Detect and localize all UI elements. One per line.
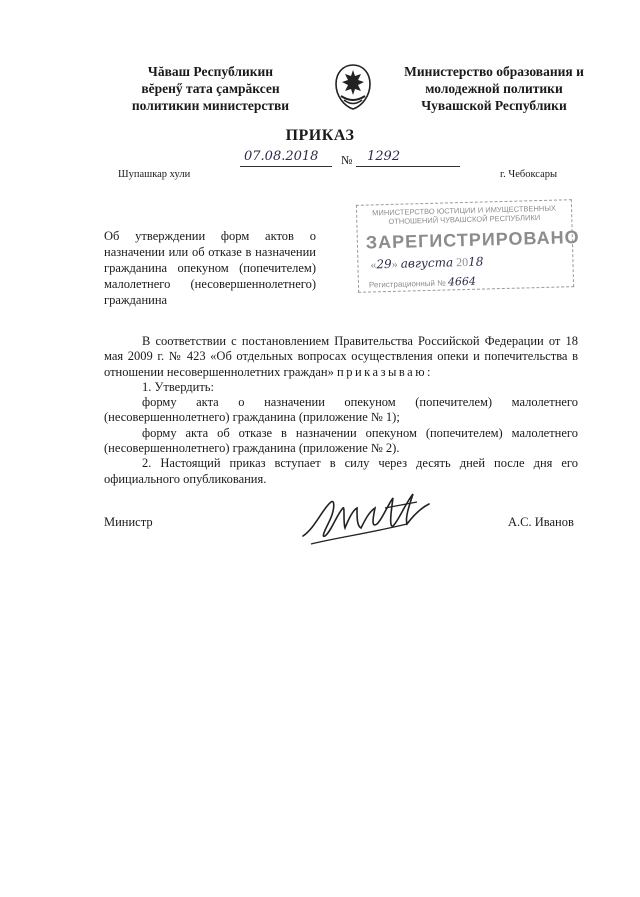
item-1-form-a: форму акта о назначении опекуном (попечителем) малолетнего (несовершеннолетнего) гражданина (приложение № 1); — [104, 395, 578, 425]
number-sign: № — [341, 153, 353, 167]
republic-emblem-icon — [331, 62, 375, 112]
signatory-name: А.С. Иванов — [508, 515, 574, 529]
stamp-status: ЗАРЕГИСТРИРОВАНО — [365, 227, 580, 253]
item-2: 2. Настоящий приказ вступает в силу через десять дней после дня его официального опубликования. — [104, 456, 578, 486]
stamp-month: августа — [400, 255, 454, 271]
number-underline — [356, 166, 460, 167]
russian-ministry-name: Министерство образования и молодежной политики Чувашской Республики — [404, 64, 584, 113]
order-number: 1292 — [367, 149, 401, 164]
stamp-day: 29 — [376, 256, 392, 272]
item-1-form-b: форму акта об отказе в назначении опекуном (попечителем) малолетнего (несовершеннолетнего) гражданина (приложение № 2). — [104, 425, 578, 456]
order-subject: Об утверждении форм актов о назначении или об отказе в назначении гражданина опекуном (попечителем) малолетнего (несовершеннолетнего) гражданина — [104, 229, 316, 307]
handwritten-signature — [295, 488, 445, 553]
stamp-reg-label: Регистрационный № — [368, 278, 446, 290]
order-keyword: приказываю: — [337, 364, 434, 379]
order-date: 07.08.2018 — [244, 149, 319, 164]
date-underline — [240, 166, 332, 167]
signatory-position: Министр — [104, 515, 153, 529]
order-body — [104, 334, 578, 487]
stamp-reg-row — [369, 275, 476, 291]
registration-stamp — [356, 199, 580, 293]
preamble-paragraph: В соответствии с постановлением Правительства Российской Федерации от 18 мая 2009 г. № 423 «Об отдельных вопросах осуществления опеки и попечительства в отношении несовершеннолетних граждан» приказываю: — [104, 334, 578, 379]
stamp-year-prefix: 20 — [455, 254, 469, 270]
item-1: 1. Утвердить: — [142, 379, 214, 394]
stamp-date-row: «29» августа 2018 — [370, 254, 484, 272]
stamp-reg-number: 4664 — [447, 274, 477, 289]
city-russian: г. Чебоксары — [500, 169, 558, 180]
stamp-year: 18 — [467, 254, 484, 269]
chuvash-ministry-name: Чăваш Республикин вĕренӳ тата çамрăксен политикин министерстви — [131, 64, 290, 113]
document-title: ПРИКАЗ — [285, 127, 355, 144]
city-chuvash: Шупашкар хули — [118, 169, 191, 180]
stamp-organization: МИНИСТЕРСТВО ЮСТИЦИИ И ИМУЩЕСТВЕННЫХ ОТНОШЕНИЙ ЧУВАШСКОЙ РЕСПУБЛИКИ — [372, 203, 557, 226]
